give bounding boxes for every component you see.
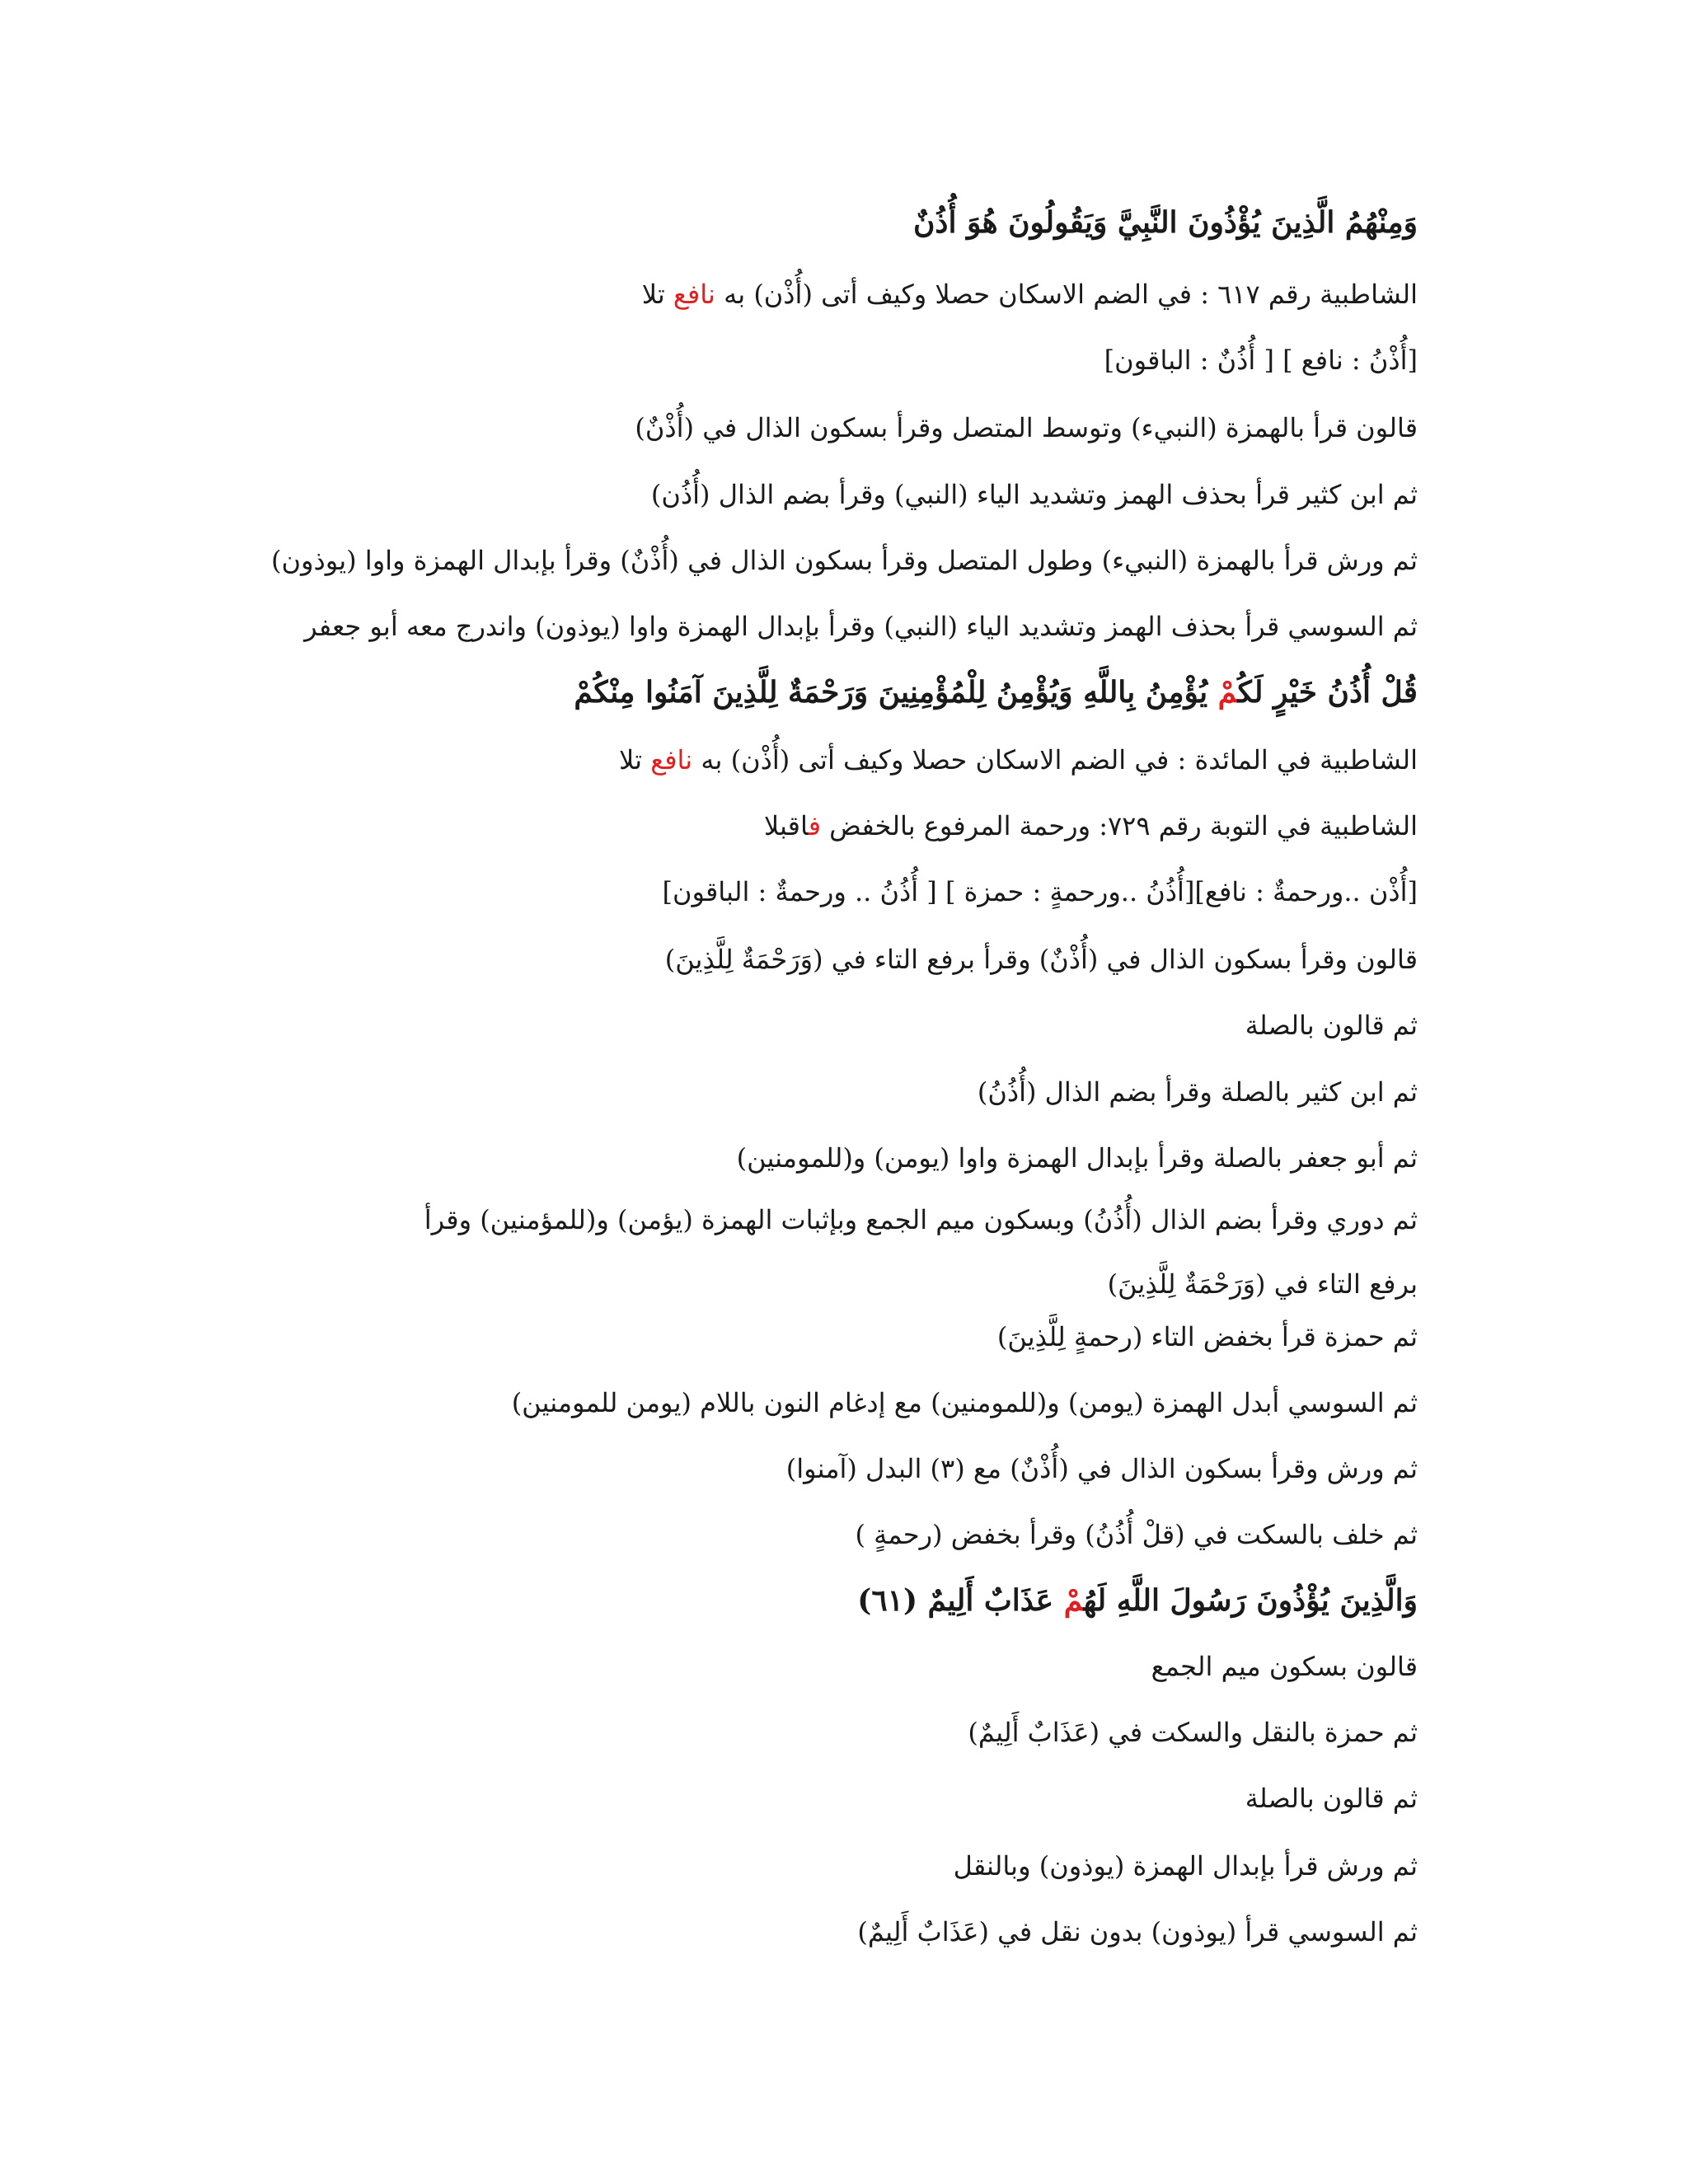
line-text: الشاطبية رقم ٦١٧ : في الضم الاسكان حصلا وكيف أتى (أُذْن) به	[715, 279, 1418, 310]
line-text: وَالَّذِينَ يُؤْذُونَ رَسُولَ اللَّهِ لَهُ	[1083, 1583, 1418, 1618]
line-text: ثم ورش وقرأ بسكون الذال في (أُذْنٌ) مع (٣) البدل (آمنوا)	[785, 1453, 1418, 1484]
verse-line	[420, 204, 1418, 241]
text-line	[420, 874, 1418, 910]
line-text: ثم قالون بالصلة	[1245, 1010, 1418, 1041]
verse-line	[420, 1582, 1418, 1619]
highlighted-text: نافع	[650, 744, 693, 776]
line-text: تلا	[619, 744, 651, 776]
text-line	[304, 608, 1418, 644]
line-text: ثم ابن كثير بالصلة وقرأ بضم الذال (أُذُنُ)	[977, 1076, 1418, 1108]
line-text: قُلْ أُذُنُ خَيْرٍ لَكُ	[1237, 675, 1418, 710]
text-line	[420, 1780, 1418, 1816]
text-line	[420, 1914, 1418, 1950]
text-line	[420, 342, 1418, 378]
line-text: الشاطبية في المائدة : في الضم الاسكان حصلا وكيف أتى (أُذْن) به	[692, 744, 1418, 776]
line-text: ثم السوسي قرأ بحذف الهمز وتشديد الياء (النبي) وقرأ بإبدال الهمزة واوا (يوذون) واندرج معه أبو جعفر	[304, 611, 1418, 642]
line-text: قالون قرأ بالهمزة (النبيء) وتوسط المتصل وقرأ بسكون الذال في (أُذْنٌ)	[635, 412, 1418, 443]
line-text: ثم السوسي قرأ (يوذون) بدون نقل في (عَذَابٌ أَلِيمٌ)	[857, 1916, 1418, 1947]
line-text: ثم خلف بالسكت في (قلْ أُذُنُ) وقرأ بخفض (رحمةٍ )	[855, 1519, 1418, 1550]
line-text: ثم حمزة قرأ بخفض التاء (رحمةٍ لِلَّذِينَ)	[996, 1321, 1418, 1352]
text-line	[420, 941, 1418, 977]
line-text: ثم قالون بالصلة	[1245, 1783, 1418, 1814]
highlighted-text: ف	[808, 810, 821, 841]
line-text: ثم حمزة بالنقل والسكت في (عَذَابٌ أَلِيمٌ)	[968, 1717, 1418, 1748]
line-text: يُؤْمِنُ بِاللَّهِ وَيُؤْمِنُ لِلْمُؤْمِنِينَ وَرَحْمَةٌ لِلَّذِينَ آمَنُوا مِنْكُمْ	[574, 675, 1218, 710]
line-text: عَذَابٌ أَلِيمٌ (٦١)	[857, 1583, 1064, 1618]
line-text: ثم ابن كثير قرأ بحذف الهمز وتشديد الياء (النبي) وقرأ بضم الذال (أُذُن)	[650, 479, 1418, 510]
text-line	[420, 1188, 1418, 1316]
line-text: [أُذْنُ : نافع ] [ أُذُنٌ : الباقون]	[1104, 344, 1418, 376]
line-text: قالون بسكون ميم الجمع	[1151, 1651, 1418, 1682]
line-text: [أُذْن ..ورحمةٌ : نافع][أُذُنُ ..ورحمةٍ : حمزة ] [ أُذُنُ .. ورحمةٌ : الباقون]	[662, 876, 1418, 907]
text-line	[420, 410, 1418, 446]
verse-line	[420, 674, 1418, 710]
line-text: قالون وقرأ بسكون الذال في (أُذْنٌ) وقرأ برفع التاء في (وَرَحْمَةٌ لِلَّذِينَ)	[664, 944, 1418, 975]
text-line	[420, 1385, 1418, 1421]
text-line	[420, 1648, 1418, 1685]
highlighted-text: مْ	[1063, 1583, 1084, 1618]
line-text: وَمِنْهُمُ الَّذِينَ يُؤْذُونَ النَّبِيَّ وَيَقُولُونَ هُوَ أُذُنٌ	[912, 205, 1418, 240]
line-text: اقبلا	[763, 810, 809, 841]
text-line	[271, 542, 1418, 579]
line-text: تلا	[641, 279, 673, 310]
text-line	[420, 1451, 1418, 1487]
highlighted-text: مْ	[1217, 675, 1238, 710]
text-line	[420, 1848, 1418, 1884]
text-line	[420, 742, 1418, 778]
text-line	[420, 476, 1418, 513]
highlighted-text: نافع	[673, 279, 715, 310]
line-text: ثم ورش قرأ بإبدال الهمزة (يوذون) وبالنقل	[953, 1850, 1418, 1882]
line-text: ثم ورش قرأ بالهمزة (النبيء) وطول المتصل وقرأ بسكون الذال في (أُذْنٌ) وقرأ بإبدال الهمزة واوا (يوذون)	[271, 545, 1418, 576]
line-text: ثم أبو جعفر بالصلة وقرأ بإبدال الهمزة واوا (يومن) و(للمومنين)	[736, 1142, 1418, 1174]
text-line	[420, 1714, 1418, 1750]
text-line	[420, 1140, 1418, 1176]
line-text: ثم السوسي أبدل الهمزة (يومن) و(للمومنين) مع إدغام النون باللام (يومن للمومنين)	[511, 1387, 1418, 1418]
text-line	[420, 1319, 1418, 1355]
text-line	[420, 1007, 1418, 1043]
text-line	[420, 1516, 1418, 1553]
text-line	[420, 276, 1418, 312]
line-text: ثم دوري وقرأ بضم الذال (أُذُنُ) وبسكون ميم الجمع وبإثبات الهمزة (يؤمن) و(للمؤمنين) وقرأ برفع التاء في (وَرَحْمَةٌ لِلَّذِينَ)	[424, 1204, 1418, 1300]
line-text: الشاطبية في التوبة رقم ٧٢٩: ورحمة المرفوع بالخفض	[820, 810, 1418, 841]
text-line	[420, 808, 1418, 844]
text-line	[420, 1074, 1418, 1110]
